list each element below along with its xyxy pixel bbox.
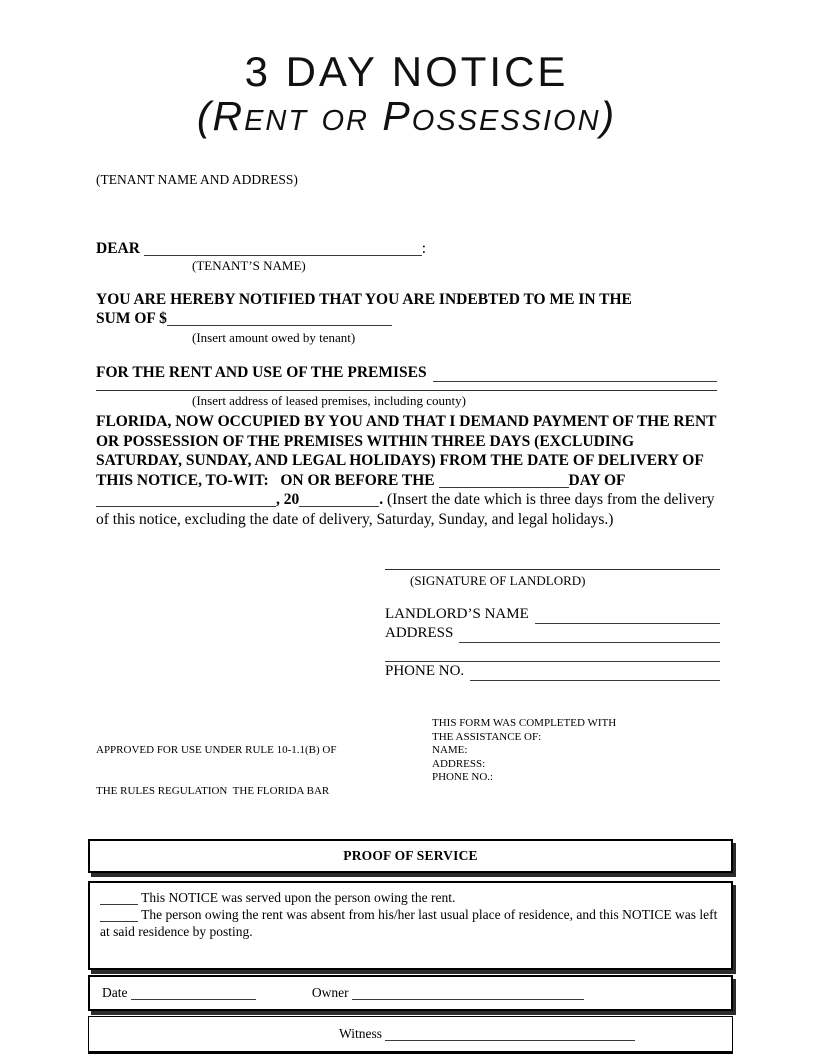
tenant-name-caption: (TENANT’S NAME): [192, 258, 306, 273]
phone-row: [385, 662, 720, 681]
date-blank: [131, 986, 256, 1000]
date-label: Date: [102, 985, 128, 1000]
phone-blank: [470, 665, 720, 681]
day-of-label: DAY OF: [568, 471, 626, 489]
premises-row: [96, 364, 717, 382]
month-blank: [96, 493, 276, 507]
witness-label: Witness: [339, 1026, 382, 1041]
absent-check-blank: [100, 908, 138, 922]
landlord-name-blank: [535, 608, 720, 624]
signature-line: [385, 569, 720, 570]
demand-period: .: [379, 491, 384, 508]
tenant-name-blank: [144, 242, 422, 256]
demand-note: (Insert the date which is three days from the delivery of this notice, excluding the date of delivery, Saturday, Sunday, and legal holidays.): [96, 491, 719, 528]
proof-of-service-title: PROOF OF SERVICE: [343, 848, 478, 863]
witness-box: [88, 1016, 733, 1054]
premises-blank: [433, 366, 717, 382]
footer-columns: [96, 717, 717, 825]
assistance-line: THIS FORM WAS COMPLETED WITH: [432, 717, 617, 729]
proof-of-service-body-box: [88, 881, 733, 970]
salutation-row: [96, 240, 717, 258]
witness-blank: [385, 1027, 635, 1041]
phone-label: PHONE NO.: [385, 663, 465, 679]
indebted-line1: YOU ARE HEREBY NOTIFIED THAT YOU ARE INDEBTED TO ME IN THE: [96, 291, 632, 308]
owner-label: Owner: [311, 985, 349, 1000]
year-prefix: , 20: [276, 491, 300, 508]
assistance-line: ADDRESS:: [432, 757, 486, 770]
assistance-line: PHONE NO.:: [432, 771, 494, 783]
address-row: [385, 624, 720, 643]
served-text: This NOTICE was served upon the person owing the rent.: [138, 890, 456, 905]
sum-prefix: SUM OF $: [96, 310, 167, 327]
dear-label: DEAR: [96, 240, 140, 257]
landlord-details: [385, 605, 720, 681]
address-continuation-blank: [385, 646, 720, 662]
premises-address-caption: (Insert address of leased premises, including county): [192, 393, 467, 408]
absent-row: [100, 906, 721, 940]
indebted-paragraph: [96, 290, 717, 328]
approval-line1: APPROVED FOR USE UNDER RULE 10-1.1(B) OF: [96, 744, 337, 756]
document-title: 3 DAY NOTICE: [244, 48, 569, 95]
amount-caption: (Insert amount owed by tenant): [192, 330, 356, 345]
approval-line2: THE RULES REGULATION THE FLORIDA BAR: [96, 784, 330, 797]
owner-blank: [352, 986, 584, 1000]
address-continuation-row: [385, 643, 720, 662]
assistance-line: THE ASSISTANCE OF:: [432, 730, 542, 743]
signature-caption: (SIGNATURE OF LANDLORD): [410, 573, 586, 588]
signature-block: [385, 569, 720, 681]
address-blank: [459, 627, 720, 643]
premises-label: FOR THE RENT AND USE OF THE PREMISES: [96, 364, 427, 381]
proof-of-service-header-box: [88, 839, 733, 873]
demand-paragraph: [96, 412, 721, 529]
date-owner-box: [88, 975, 733, 1011]
landlord-name-label: LANDLORD’S NAME: [385, 606, 529, 622]
served-row: [100, 889, 721, 906]
assistance-note: [432, 717, 717, 825]
bar-approval-note: [96, 717, 432, 825]
date-group: [102, 985, 256, 1001]
demand-body: FLORIDA, NOW OCCUPIED BY YOU AND THAT I DEMAND PAYMENT OF THE RENT OR POSSESSION OF THE PREMISES WITHIN THREE DAYS (EXCLUDING SATURDAY, SUNDAY, AND LEGAL HOLIDAYS) FROM THE DATE OF DELIVERY OF THIS NOTICE, TO-WIT: ON OR BEFORE THE: [96, 413, 721, 489]
landlord-name-row: [385, 605, 720, 624]
address-label: ADDRESS: [385, 625, 454, 641]
owner-group: [312, 985, 584, 1001]
assistance-line: NAME:: [432, 744, 468, 756]
before-day-blank: [439, 474, 569, 488]
tenant-address-label: (TENANT NAME AND ADDRESS): [96, 172, 298, 187]
premises-continuation-line: [96, 390, 717, 391]
served-check-blank: [100, 891, 138, 905]
document-subtitle: (Rent or Possession): [196, 93, 617, 139]
year-blank: [299, 493, 379, 507]
amount-blank: [167, 312, 392, 326]
dear-colon: :: [421, 240, 427, 257]
absent-text: The person owing the rent was absent from his/her last usual place of residence, and this NOTICE was left at said residence by posting.: [100, 907, 718, 939]
indebted-line2: [96, 309, 717, 328]
